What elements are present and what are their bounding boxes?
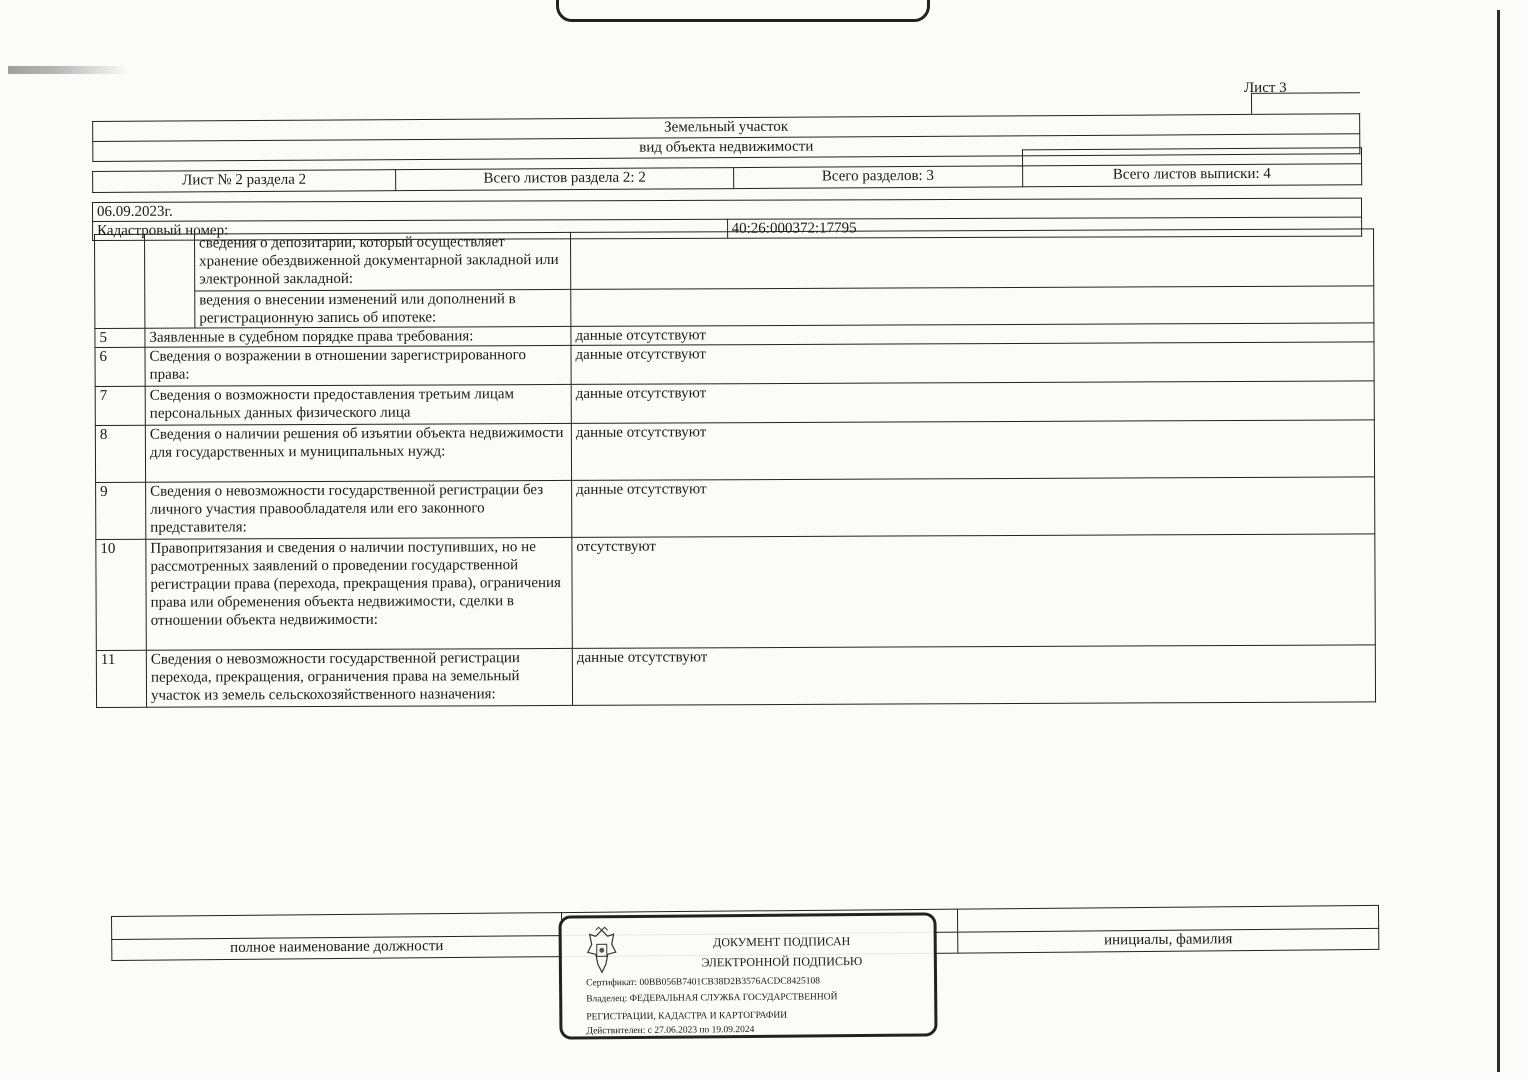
row-label: Сведения о возражении в отношении зарегистрированного права:: [145, 345, 571, 386]
cadastral-label: Кадастровый номер:: [93, 219, 728, 240]
row-number: 8: [95, 425, 145, 482]
table-row: [96, 534, 1375, 651]
position-caption: полное наименование должности: [112, 936, 562, 961]
stamp-title-line2: ЭЛЕКТРОННОЙ ПОДПИСЬЮ: [701, 954, 863, 970]
stamp-owner-line1: Владелец: ФЕДЕРАЛЬНАЯ СЛУЖБА ГОСУДАРСТВЕННОЙ: [586, 992, 838, 1005]
row-number: 10: [96, 539, 146, 650]
row-value: отсутствуют: [572, 534, 1375, 649]
stamp-certificate: Сертификат: 00BB056B7401CB38D2B3576ACDC8425108: [586, 976, 820, 989]
stamp-owner-line2: РЕГИСТРАЦИИ, КАДАСТРА И КАРТОГРАФИИ: [586, 1010, 788, 1023]
subrow-label: ведения о внесении изменений или дополнений в регистрационную запись об ипотеке:: [195, 289, 571, 328]
sheet-number: Лист 3: [1244, 80, 1287, 96]
row-label: Правопритязания и сведения о наличии поступивших, но не рассмотренных заявлений о проведении государственной регистрации права (перехода, прекращения права), ограничения права или обременения объекта недвижимости, сделки в отношении объекта недвижимости:: [146, 537, 572, 650]
row-number: 6: [95, 347, 145, 386]
row-label: Сведения о возможности предоставления третьим лицам персональных данных физического лица: [145, 384, 571, 425]
row-number: 11: [96, 650, 146, 707]
stamp-validity: Действителен: с 27.06.2023 по 19.09.2024: [586, 1024, 755, 1037]
subrow-value: [571, 286, 1374, 327]
record-date: 06.09.2023г.: [93, 198, 1362, 221]
row-value: данные отсутствуют: [571, 381, 1374, 424]
header-corner: [1251, 93, 1360, 115]
name-caption: инициалы, фамилия: [958, 928, 1379, 953]
row-label: Сведения о невозможности государственной регистрации перехода, прекращения, ограничения права на земельный участок из земель сельскохозяйственного назначения:: [146, 648, 572, 707]
subrow-label: сведения о депозитарии, который осуществляет хранение обездвиженной документарной закладной или электронной закладной:: [195, 232, 571, 291]
top-stamp-fragment: [556, 0, 930, 22]
table-cell-empty: [145, 234, 195, 328]
table-row: [95, 420, 1374, 483]
scan-mark: [8, 66, 128, 74]
row-number: 5: [95, 328, 145, 347]
cadastral-number: 40:26:000372:17795: [727, 217, 1362, 238]
sheet-info-table: [92, 147, 1362, 193]
total-sheets-extract: Всего листов выписки: 4: [1022, 164, 1362, 187]
row-label: Заявленные в судебном порядке права требования:: [145, 326, 571, 347]
subrow-value: [570, 229, 1373, 290]
row-value: данные отсутствуют: [571, 420, 1374, 481]
table-row: [96, 645, 1375, 708]
coat-of-arms-icon: [582, 926, 622, 976]
total-sheets-section: Всего листов раздела 2: 2: [396, 168, 734, 191]
table-cell-empty: [95, 234, 145, 328]
row-value: данные отсутствуют: [572, 477, 1375, 538]
row-label: Сведения о невозможности государственной регистрации без личного участия правообладателя или его законного представителя:: [146, 480, 572, 539]
encumbrance-table: [94, 228, 1376, 708]
row-label: Сведения о наличии решения об изъятии объекта недвижимости для государственных и муниципальных нужд:: [145, 423, 571, 482]
electronic-signature-stamp: [558, 912, 937, 1039]
row-number: 9: [96, 482, 146, 539]
row-number: 7: [95, 386, 145, 425]
stamp-title-line1: ДОКУМЕНТ ПОДПИСАН: [713, 934, 851, 950]
sheet-of-section: Лист № 2 раздела 2: [93, 170, 396, 193]
row-value: данные отсутствуют: [572, 645, 1375, 706]
row-value: данные отсутствуют: [571, 342, 1374, 385]
table-row: [96, 477, 1375, 540]
page-edge-line: [1497, 10, 1500, 1072]
object-type-caption: вид объекта недвижимости: [93, 134, 1360, 162]
total-sections: Всего разделов: 3: [734, 166, 1023, 189]
table-row: [95, 381, 1374, 426]
row-value: данные отсутствуют: [571, 323, 1374, 346]
table-row: [95, 342, 1374, 387]
object-type: Земельный участок: [93, 114, 1360, 142]
